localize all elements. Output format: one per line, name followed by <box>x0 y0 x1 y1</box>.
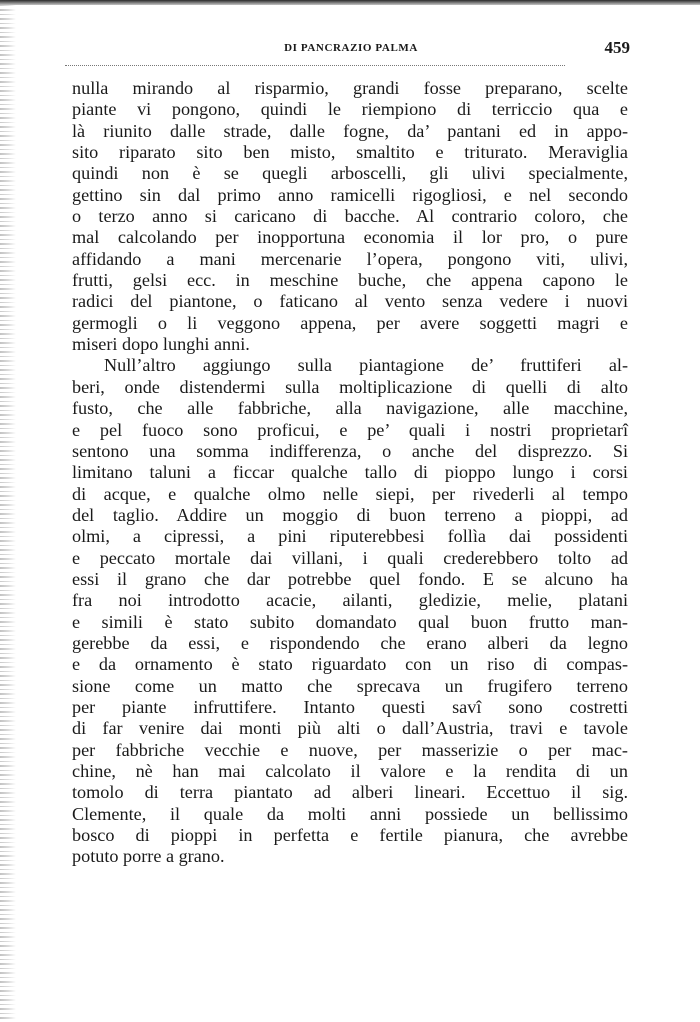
text-line: sito riparato sito ben misto, smaltito e triturato. Meraviglia <box>72 142 628 163</box>
text-line: e simili è stato subito domandato qual buon frutto man- <box>72 611 628 632</box>
text-line: Clemente, il quale da molti anni possiede un bellissimo <box>72 803 628 824</box>
header-rule <box>65 65 565 66</box>
text-line: piante vi pongono, quindi le riempiono di terriccio qua e <box>72 99 628 120</box>
text-line: per piante infruttifere. Intanto questi savî sono costretti <box>72 696 628 717</box>
text-line: tomolo di terra piantato ad alberi lineari. Eccettuo il sig. <box>72 782 628 803</box>
text-line: essi il grano che dar potrebbe quel fondo. E se alcuno ha <box>72 568 628 589</box>
text-line: affidando a mani mercenarie l’opera, pongono viti, ulivi, <box>72 248 628 269</box>
paragraph-end-line: potuto porre a grano. <box>72 846 225 867</box>
text-line: germogli o li veggono appena, per avere soggetti magri e <box>72 312 628 333</box>
text-line: chine, nè han mai calcolato il valore e la rendita di un <box>72 761 628 781</box>
text-line: del taglio. Addire un moggio di buon terreno a pioppi, ad <box>72 504 628 525</box>
text-line: e da ornamento è stato riguardato con un riso di compas- <box>72 654 628 675</box>
running-title: DI PANCRAZIO PALMA <box>284 42 418 54</box>
text-line: quindi non è se quegli arboscelli, gli ulivi specialmente, <box>72 163 628 184</box>
page-number: 459 <box>604 38 630 57</box>
text-line: gettino sin dal primo anno ramicelli rigogliosi, e nel secondo <box>72 184 628 205</box>
text-line: per fabbriche vecchie e nuove, per masserizie o per mac- <box>72 739 628 760</box>
scan-left-edge <box>0 0 16 1022</box>
text-line: o terzo anno si caricano di bacche. Al contrario coloro, che <box>72 206 628 227</box>
text-line: e pel fuoco sono proficui, e pe’ quali i nostri proprietarî <box>72 419 628 440</box>
text-line: olmi, a cipressi, a pini riputerebbesi follìa dai possidenti <box>72 526 628 547</box>
text-line: là riunito dalle strade, dalle fogne, da’ pantani ed in appo- <box>72 120 628 141</box>
scan-top-edge <box>0 0 700 5</box>
body-text <box>72 78 628 868</box>
text-line: limitano taluni a ficcar qualche tallo di pioppo lungo i corsi <box>72 462 628 483</box>
text-line: sione come un matto che sprecava un frugifero terreno <box>72 675 628 696</box>
text-line: nulla mirando al risparmio, grandi fosse preparano, scelte <box>72 78 628 98</box>
text-line: frutti, gelsi ecc. in meschine buche, che appena capono le <box>72 270 628 291</box>
text-line: fusto, che alle fabbriche, alla navigazione, alle macchine, <box>72 398 628 419</box>
text-line: beri, onde distendermi sulla moltiplicazione di quelli di alto <box>72 376 628 397</box>
text-line: e peccato mortale dai villani, i quali crederebbero tolto ad <box>72 547 628 568</box>
text-line: fra noi introdotto acacie, ailanti, gledizie, melie, platani <box>72 590 628 611</box>
text-line: mal calcolando per inopportuna economia il lor pro, o pure <box>72 227 628 248</box>
text-line: di acque, e qualche olmo nelle siepi, per rivederli al tempo <box>72 483 628 504</box>
text-line: sentono una somma indifferenza, o anche del disprezzo. Si <box>72 440 628 461</box>
running-head <box>72 38 630 60</box>
text-line: gerebbe da essi, e rispondendo che erano alberi da legno <box>72 632 628 653</box>
text-line: radici del piantone, o faticano al vento senza vedere i nuovi <box>72 291 628 312</box>
paragraph-end-line: miseri dopo lunghi anni. <box>72 334 250 355</box>
paragraph-start-line: Null’altro aggiungo sulla piantagione de’ fruttiferi al- <box>104 355 628 376</box>
text-line: di far venire dai monti più alti o dall’Austria, travi e tavole <box>72 718 628 739</box>
text-line: bosco di pioppi in perfetta e fertile pianura, che avrebbe <box>72 825 628 846</box>
